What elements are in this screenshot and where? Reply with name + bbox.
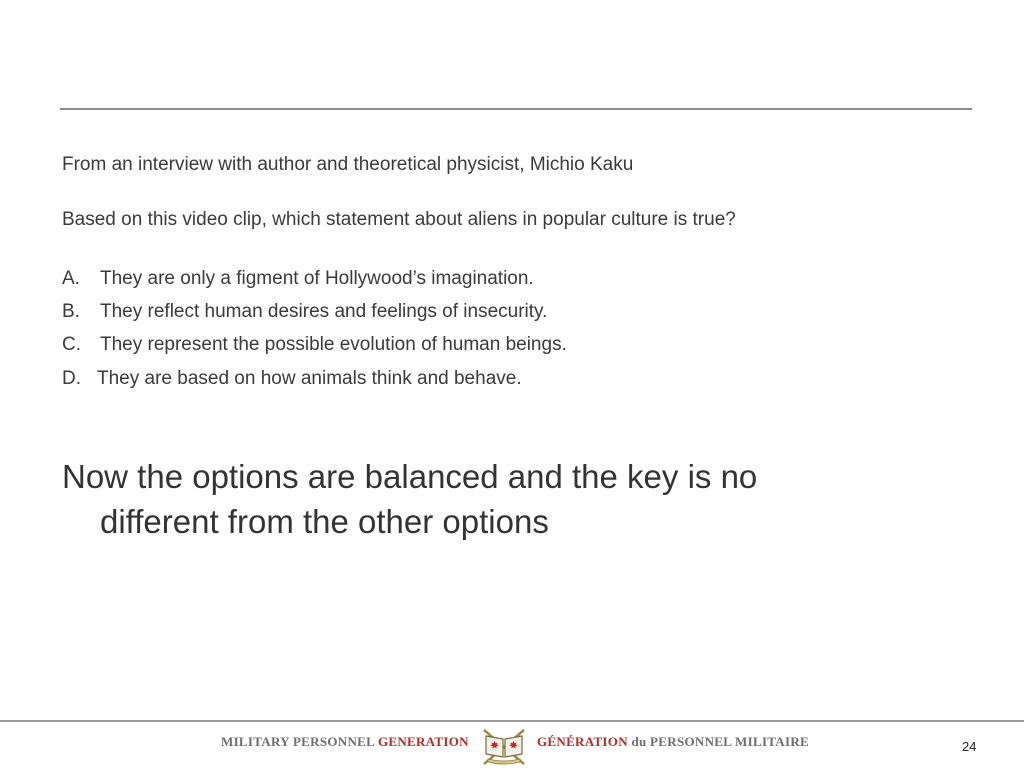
footer-fr-part2: du PERSONNEL MILITAIRE (627, 734, 810, 749)
footer-english-title (221, 734, 469, 750)
footer-fr-part1: GÉNÉRATION (537, 734, 628, 749)
page-number: 24 (962, 739, 977, 754)
option-a (62, 267, 534, 291)
option-text: They represent the possible evolution of human beings. (100, 334, 567, 355)
intro-text: From an interview with author and theoretical physicist, Michio Kaku (62, 154, 634, 175)
note-line-2: different from the other options (100, 503, 549, 540)
footer-french-title (537, 734, 809, 750)
commentary-note (62, 454, 902, 544)
option-text: They reflect human desires and feelings of insecurity. (100, 301, 548, 322)
footer-en-part2: GENERATION (377, 734, 469, 749)
header-divider (60, 108, 972, 110)
option-letter: D. (62, 368, 81, 389)
maple-leaf-books-emblem-icon (478, 726, 530, 766)
option-b (62, 300, 547, 324)
option-text: They are only a figment of Hollywood’s imagination. (100, 268, 534, 289)
note-line-1: Now the options are balanced and the key is no (62, 458, 758, 495)
option-letter: C. (62, 334, 81, 355)
question-text: Based on this video clip, which statement about aliens in popular culture is true? (62, 209, 736, 230)
option-d (62, 367, 522, 391)
option-letter: A. (62, 268, 80, 289)
footer-en-part1: MILITARY PERSONNEL (221, 734, 378, 749)
option-text: They are based on how animals think and behave. (97, 368, 522, 389)
option-letter: B. (62, 301, 80, 322)
footer-divider (0, 720, 1024, 722)
option-c (62, 333, 567, 357)
